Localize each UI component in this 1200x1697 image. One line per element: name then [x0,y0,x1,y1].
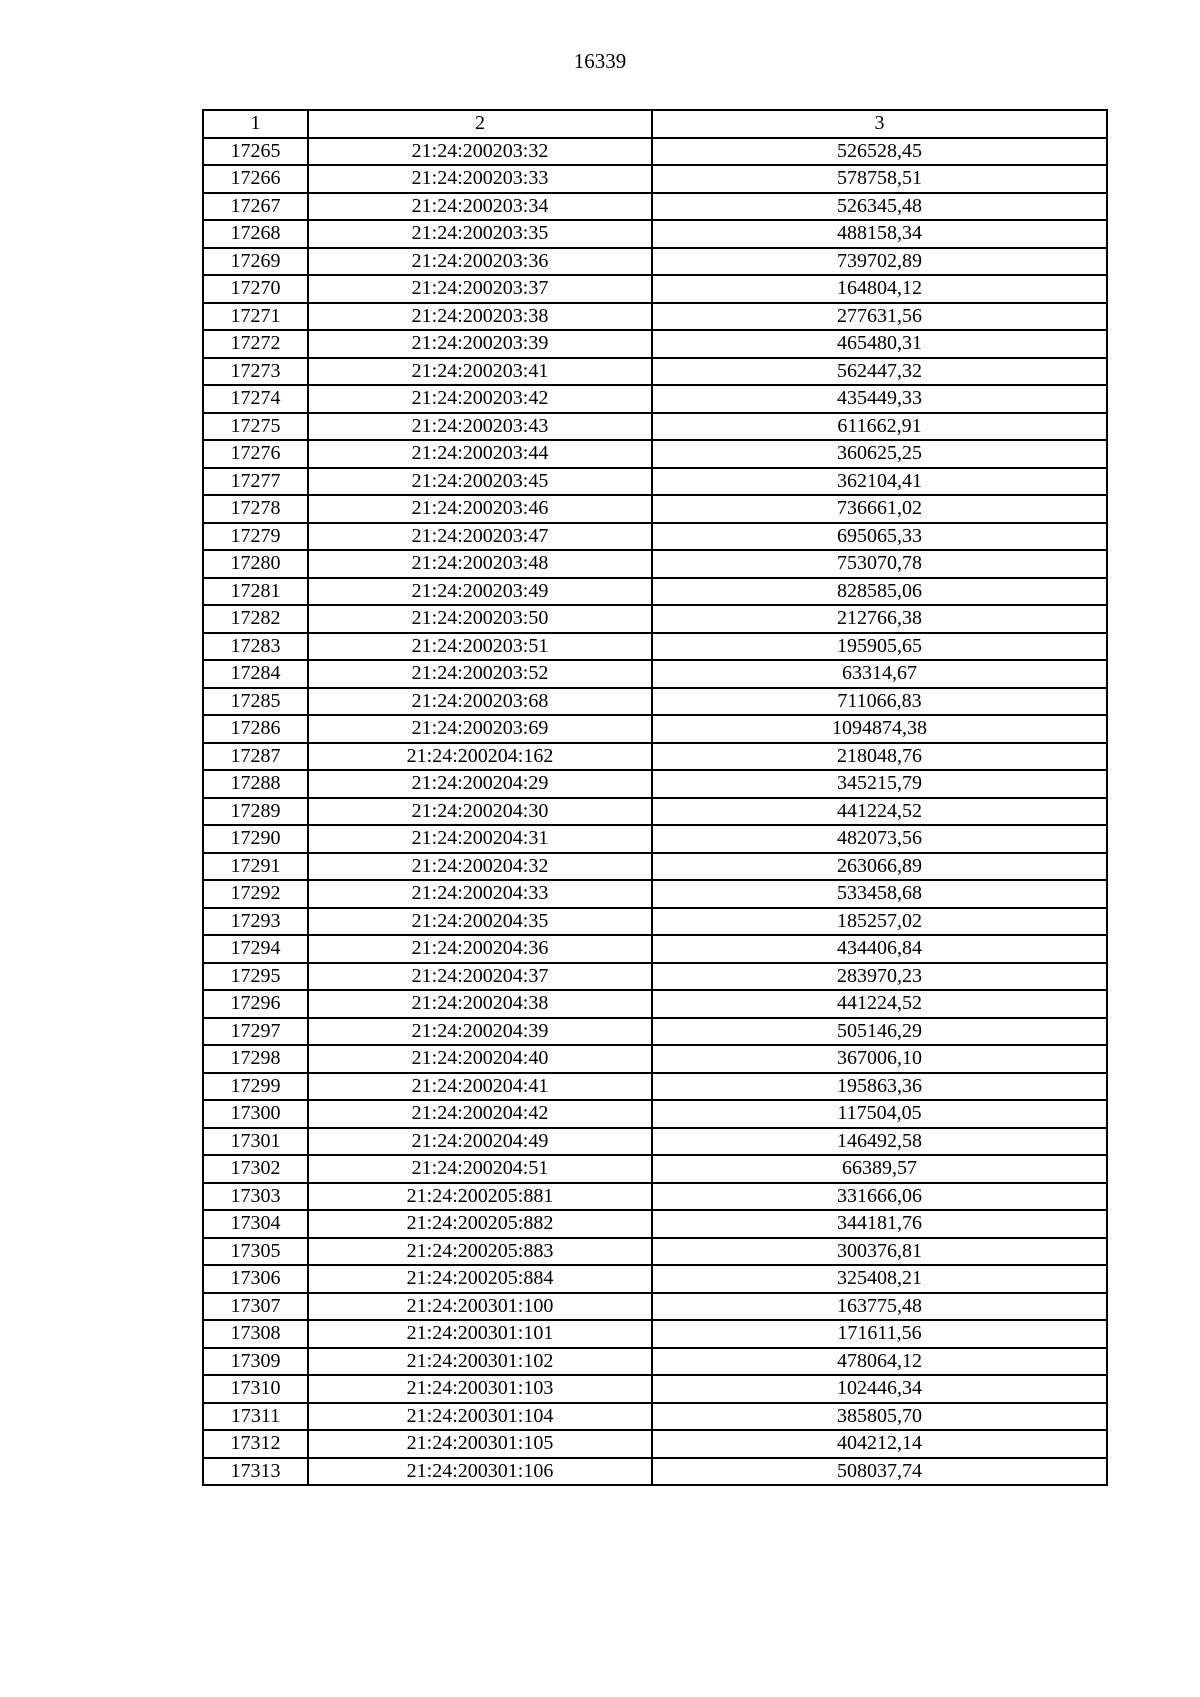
table-row [203,1458,1107,1486]
row-number-cell: 17283 [203,633,308,661]
table-row [203,1210,1107,1238]
cadastral-number-cell: 21:24:200203:41 [308,358,652,386]
value-cell: 1094874,38 [652,715,1107,743]
row-number-cell: 17287 [203,743,308,771]
value-cell: 367006,10 [652,1045,1107,1073]
value-cell: 465480,31 [652,330,1107,358]
cadastral-number-cell: 21:24:200204:33 [308,880,652,908]
value-cell: 344181,76 [652,1210,1107,1238]
table-row [203,1430,1107,1458]
row-number-cell: 17298 [203,1045,308,1073]
cadastral-number-cell: 21:24:200203:35 [308,220,652,248]
table-row [203,550,1107,578]
row-number-cell: 17277 [203,468,308,496]
data-table [202,109,1108,1486]
table-row [203,413,1107,441]
cadastral-number-cell: 21:24:200203:37 [308,275,652,303]
table-row [203,303,1107,331]
table-row [203,688,1107,716]
table-row [203,358,1107,386]
cadastral-number-cell: 21:24:200203:49 [308,578,652,606]
table-row [203,385,1107,413]
row-number-cell: 17297 [203,1018,308,1046]
table-row [203,770,1107,798]
table-row [203,605,1107,633]
cadastral-number-cell: 21:24:200205:883 [308,1238,652,1266]
cadastral-number-cell: 21:24:200204:51 [308,1155,652,1183]
cadastral-number-cell: 21:24:200203:69 [308,715,652,743]
value-cell: 611662,91 [652,413,1107,441]
value-cell: 163775,48 [652,1293,1107,1321]
value-cell: 578758,51 [652,165,1107,193]
cadastral-number-cell: 21:24:200301:106 [308,1458,652,1486]
value-cell: 505146,29 [652,1018,1107,1046]
row-number-cell: 17279 [203,523,308,551]
value-cell: 185257,02 [652,908,1107,936]
cadastral-number-cell: 21:24:200205:884 [308,1265,652,1293]
row-number-cell: 17274 [203,385,308,413]
value-cell: 195863,36 [652,1073,1107,1101]
cadastral-number-cell: 21:24:200203:43 [308,413,652,441]
cadastral-number-cell: 21:24:200301:102 [308,1348,652,1376]
row-number-cell: 17285 [203,688,308,716]
value-cell: 695065,33 [652,523,1107,551]
row-number-cell: 17290 [203,825,308,853]
cadastral-number-cell: 21:24:200204:49 [308,1128,652,1156]
table-body [203,138,1107,1486]
value-cell: 739702,89 [652,248,1107,276]
table-row [203,990,1107,1018]
page-number: 16339 [573,49,627,73]
table-row [203,523,1107,551]
value-cell: 482073,56 [652,825,1107,853]
cadastral-number-cell: 21:24:200301:105 [308,1430,652,1458]
table-row [203,248,1107,276]
table-row [203,963,1107,991]
cadastral-number-cell: 21:24:200204:30 [308,798,652,826]
row-number-cell: 17268 [203,220,308,248]
row-number-cell: 17299 [203,1073,308,1101]
cadastral-number-cell: 21:24:200204:31 [308,825,652,853]
value-cell: 345215,79 [652,770,1107,798]
table-row [203,1293,1107,1321]
cadastral-number-cell: 21:24:200203:68 [308,688,652,716]
value-cell: 63314,67 [652,660,1107,688]
value-cell: 212766,38 [652,605,1107,633]
row-number-cell: 17310 [203,1375,308,1403]
cadastral-number-cell: 21:24:200204:36 [308,935,652,963]
cadastral-number-cell: 21:24:200204:32 [308,853,652,881]
cadastral-number-cell: 21:24:200203:51 [308,633,652,661]
value-cell: 385805,70 [652,1403,1107,1431]
header-row [203,110,1107,138]
value-cell: 404212,14 [652,1430,1107,1458]
value-cell: 533458,68 [652,880,1107,908]
cadastral-number-cell: 21:24:200203:33 [308,165,652,193]
cadastral-number-cell: 21:24:200203:52 [308,660,652,688]
value-cell: 360625,25 [652,440,1107,468]
row-number-cell: 17288 [203,770,308,798]
value-cell: 828585,06 [652,578,1107,606]
cadastral-number-cell: 21:24:200203:36 [308,248,652,276]
value-cell: 277631,56 [652,303,1107,331]
row-number-cell: 17293 [203,908,308,936]
row-number-cell: 17306 [203,1265,308,1293]
table-row [203,633,1107,661]
cadastral-number-cell: 21:24:200203:48 [308,550,652,578]
value-cell: 325408,21 [652,1265,1107,1293]
row-number-cell: 17309 [203,1348,308,1376]
value-cell: 441224,52 [652,990,1107,1018]
row-number-cell: 17303 [203,1183,308,1211]
cadastral-number-cell: 21:24:200203:32 [308,138,652,166]
row-number-cell: 17305 [203,1238,308,1266]
row-number-cell: 17275 [203,413,308,441]
table-row [203,798,1107,826]
row-number-cell: 17276 [203,440,308,468]
row-number-cell: 17265 [203,138,308,166]
table-row [203,1348,1107,1376]
cadastral-number-cell: 21:24:200204:29 [308,770,652,798]
cadastral-number-cell: 21:24:200204:162 [308,743,652,771]
value-cell: 435449,33 [652,385,1107,413]
value-cell: 117504,05 [652,1100,1107,1128]
table-row [203,908,1107,936]
cadastral-number-cell: 21:24:200203:50 [308,605,652,633]
cadastral-number-cell: 21:24:200205:882 [308,1210,652,1238]
value-cell: 488158,34 [652,220,1107,248]
column-header-2: 2 [308,110,652,138]
cadastral-number-cell: 21:24:200204:40 [308,1045,652,1073]
cadastral-number-cell: 21:24:200203:34 [308,193,652,221]
value-cell: 562447,32 [652,358,1107,386]
table-row [203,1403,1107,1431]
row-number-cell: 17308 [203,1320,308,1348]
value-cell: 508037,74 [652,1458,1107,1486]
cadastral-number-cell: 21:24:200204:39 [308,1018,652,1046]
table-row [203,853,1107,881]
cadastral-number-cell: 21:24:200205:881 [308,1183,652,1211]
table-row [203,495,1107,523]
value-cell: 146492,58 [652,1128,1107,1156]
table-row [203,660,1107,688]
table-row [203,165,1107,193]
row-number-cell: 17266 [203,165,308,193]
cadastral-number-cell: 21:24:200203:45 [308,468,652,496]
value-cell: 526528,45 [652,138,1107,166]
row-number-cell: 17270 [203,275,308,303]
table-row [203,330,1107,358]
table-row [203,1073,1107,1101]
cadastral-number-cell: 21:24:200204:38 [308,990,652,1018]
row-number-cell: 17286 [203,715,308,743]
table-row [203,880,1107,908]
value-cell: 164804,12 [652,275,1107,303]
value-cell: 434406,84 [652,935,1107,963]
value-cell: 711066,83 [652,688,1107,716]
table-row [203,1238,1107,1266]
value-cell: 478064,12 [652,1348,1107,1376]
value-cell: 331666,06 [652,1183,1107,1211]
value-cell: 218048,76 [652,743,1107,771]
row-number-cell: 17267 [203,193,308,221]
row-number-cell: 17307 [203,1293,308,1321]
cadastral-number-cell: 21:24:200203:46 [308,495,652,523]
value-cell: 195905,65 [652,633,1107,661]
column-header-1: 1 [203,110,308,138]
table-row [203,743,1107,771]
row-number-cell: 17273 [203,358,308,386]
table-row [203,1045,1107,1073]
cadastral-number-cell: 21:24:200203:44 [308,440,652,468]
row-number-cell: 17311 [203,1403,308,1431]
cadastral-number-cell: 21:24:200204:35 [308,908,652,936]
table-header [203,110,1107,138]
value-cell: 736661,02 [652,495,1107,523]
row-number-cell: 17300 [203,1100,308,1128]
cadastral-number-cell: 21:24:200204:42 [308,1100,652,1128]
row-number-cell: 17280 [203,550,308,578]
cadastral-number-cell: 21:24:200301:101 [308,1320,652,1348]
row-number-cell: 17271 [203,303,308,331]
row-number-cell: 17313 [203,1458,308,1486]
cadastral-number-cell: 21:24:200203:47 [308,523,652,551]
row-number-cell: 17296 [203,990,308,1018]
row-number-cell: 17282 [203,605,308,633]
table-row [203,220,1107,248]
value-cell: 300376,81 [652,1238,1107,1266]
cadastral-number-cell: 21:24:200204:37 [308,963,652,991]
cadastral-number-cell: 21:24:200301:104 [308,1403,652,1431]
row-number-cell: 17312 [203,1430,308,1458]
value-cell: 753070,78 [652,550,1107,578]
table-row [203,1183,1107,1211]
table-row [203,825,1107,853]
value-cell: 171611,56 [652,1320,1107,1348]
value-cell: 441224,52 [652,798,1107,826]
row-number-cell: 17302 [203,1155,308,1183]
table-row [203,1320,1107,1348]
value-cell: 283970,23 [652,963,1107,991]
row-number-cell: 17304 [203,1210,308,1238]
table-row [203,1018,1107,1046]
row-number-cell: 17269 [203,248,308,276]
value-cell: 263066,89 [652,853,1107,881]
table-row [203,1128,1107,1156]
row-number-cell: 17291 [203,853,308,881]
table-row [203,468,1107,496]
row-number-cell: 17289 [203,798,308,826]
table-row [203,440,1107,468]
row-number-cell: 17272 [203,330,308,358]
value-cell: 362104,41 [652,468,1107,496]
table-row [203,1100,1107,1128]
column-header-3: 3 [652,110,1107,138]
row-number-cell: 17278 [203,495,308,523]
row-number-cell: 17284 [203,660,308,688]
row-number-cell: 17301 [203,1128,308,1156]
value-cell: 526345,48 [652,193,1107,221]
table-row [203,1265,1107,1293]
table-row [203,275,1107,303]
row-number-cell: 17294 [203,935,308,963]
cadastral-number-cell: 21:24:200203:38 [308,303,652,331]
row-number-cell: 17281 [203,578,308,606]
table-row [203,193,1107,221]
cadastral-number-cell: 21:24:200301:103 [308,1375,652,1403]
table-row [203,138,1107,166]
value-cell: 66389,57 [652,1155,1107,1183]
table-row [203,578,1107,606]
cadastral-number-cell: 21:24:200203:42 [308,385,652,413]
cadastral-number-cell: 21:24:200203:39 [308,330,652,358]
row-number-cell: 17295 [203,963,308,991]
table-row [203,715,1107,743]
table-row [203,1375,1107,1403]
row-number-cell: 17292 [203,880,308,908]
value-cell: 102446,34 [652,1375,1107,1403]
table-row [203,1155,1107,1183]
cadastral-number-cell: 21:24:200301:100 [308,1293,652,1321]
table-row [203,935,1107,963]
cadastral-number-cell: 21:24:200204:41 [308,1073,652,1101]
